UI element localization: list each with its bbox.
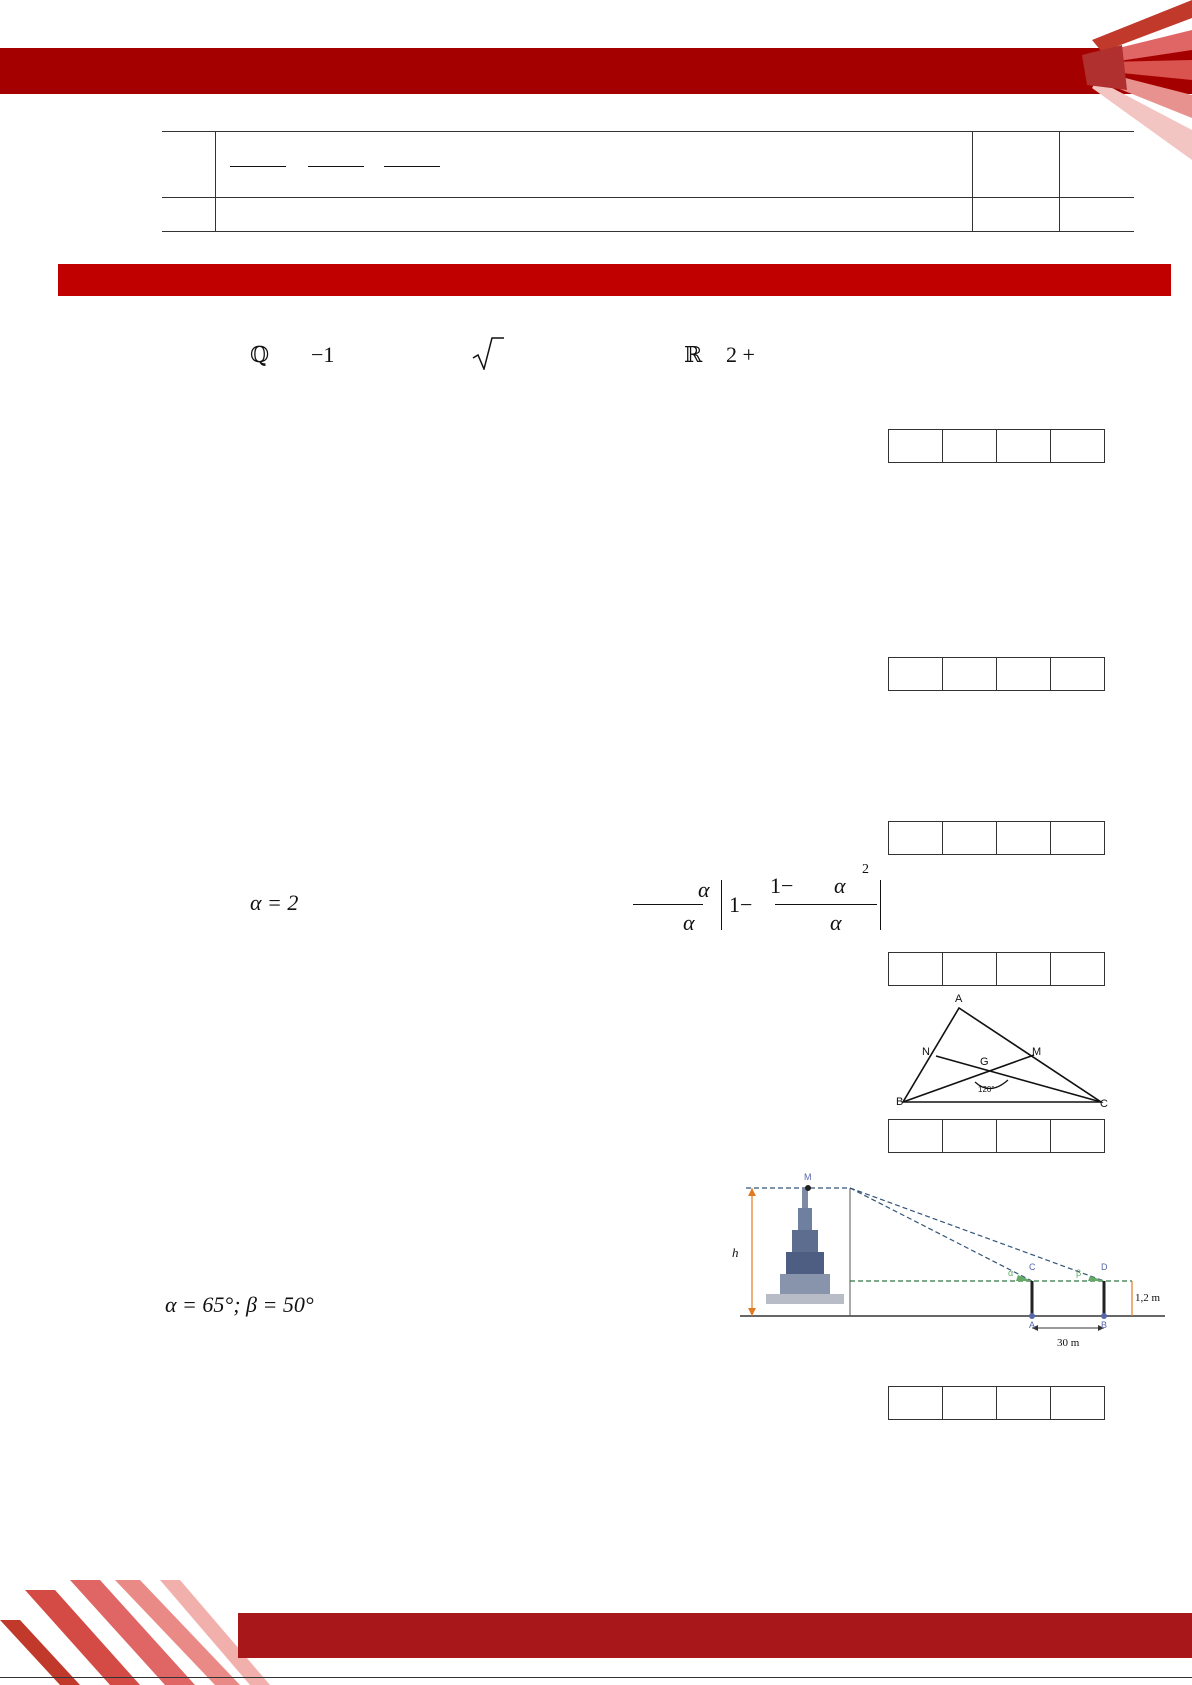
section-bar [58, 264, 1171, 296]
angles-given: α = 65°; β = 50° [165, 1292, 314, 1317]
triangle-label-a: A [955, 993, 963, 1005]
tower-label-a: A [1029, 1320, 1036, 1330]
triangle-label-b: B [896, 1096, 904, 1108]
alpha-value: α = 2 [250, 890, 299, 915]
answer-grid-2 [888, 657, 1105, 691]
triangle-label-m: M [1032, 1046, 1042, 1058]
answer-grid-3 [888, 821, 1105, 855]
real-set-symbol: ℝ [684, 342, 703, 367]
tower-label-height: 1,2 m [1135, 1292, 1161, 1304]
tower-label-alpha: α [1008, 1268, 1014, 1278]
tower-label-h: h [732, 1245, 739, 1260]
table-cell [1060, 132, 1134, 198]
table-cell [973, 198, 1060, 232]
table-cell [215, 198, 973, 232]
rational-set-symbol: ℚ [250, 342, 270, 367]
footer-line [0, 1677, 1192, 1678]
tower-label-b: B [1101, 1320, 1108, 1330]
tower-label-d: D [1101, 1262, 1108, 1272]
triangle-label-c: C [1100, 1098, 1108, 1110]
tower-label-beta: β [1076, 1268, 1082, 1278]
table-cell [162, 132, 215, 198]
sqrt-icon [472, 336, 504, 370]
table-cell [973, 132, 1060, 198]
two-plus: 2 + [726, 342, 755, 367]
answer-grid-4 [888, 952, 1105, 986]
minus-one: −1 [311, 342, 335, 367]
footer-band [238, 1613, 1192, 1658]
answer-grid-5 [888, 1119, 1105, 1153]
answer-grid-1 [888, 429, 1105, 463]
table-cell [215, 132, 973, 198]
table-cell [1060, 198, 1134, 232]
table-cell [162, 198, 215, 232]
tower-label-m: M [804, 1172, 812, 1182]
triangle-label-n: N [922, 1046, 930, 1058]
tower-illustration [766, 1185, 844, 1304]
answer-grid-6 [888, 1386, 1105, 1420]
triangle-angle-label: 120° [978, 1085, 995, 1094]
triangle-label-g: G [980, 1056, 989, 1068]
tower-label-c: C [1029, 1262, 1036, 1272]
tower-label-distance: 30 m [1057, 1337, 1080, 1349]
top-table [162, 131, 1134, 232]
